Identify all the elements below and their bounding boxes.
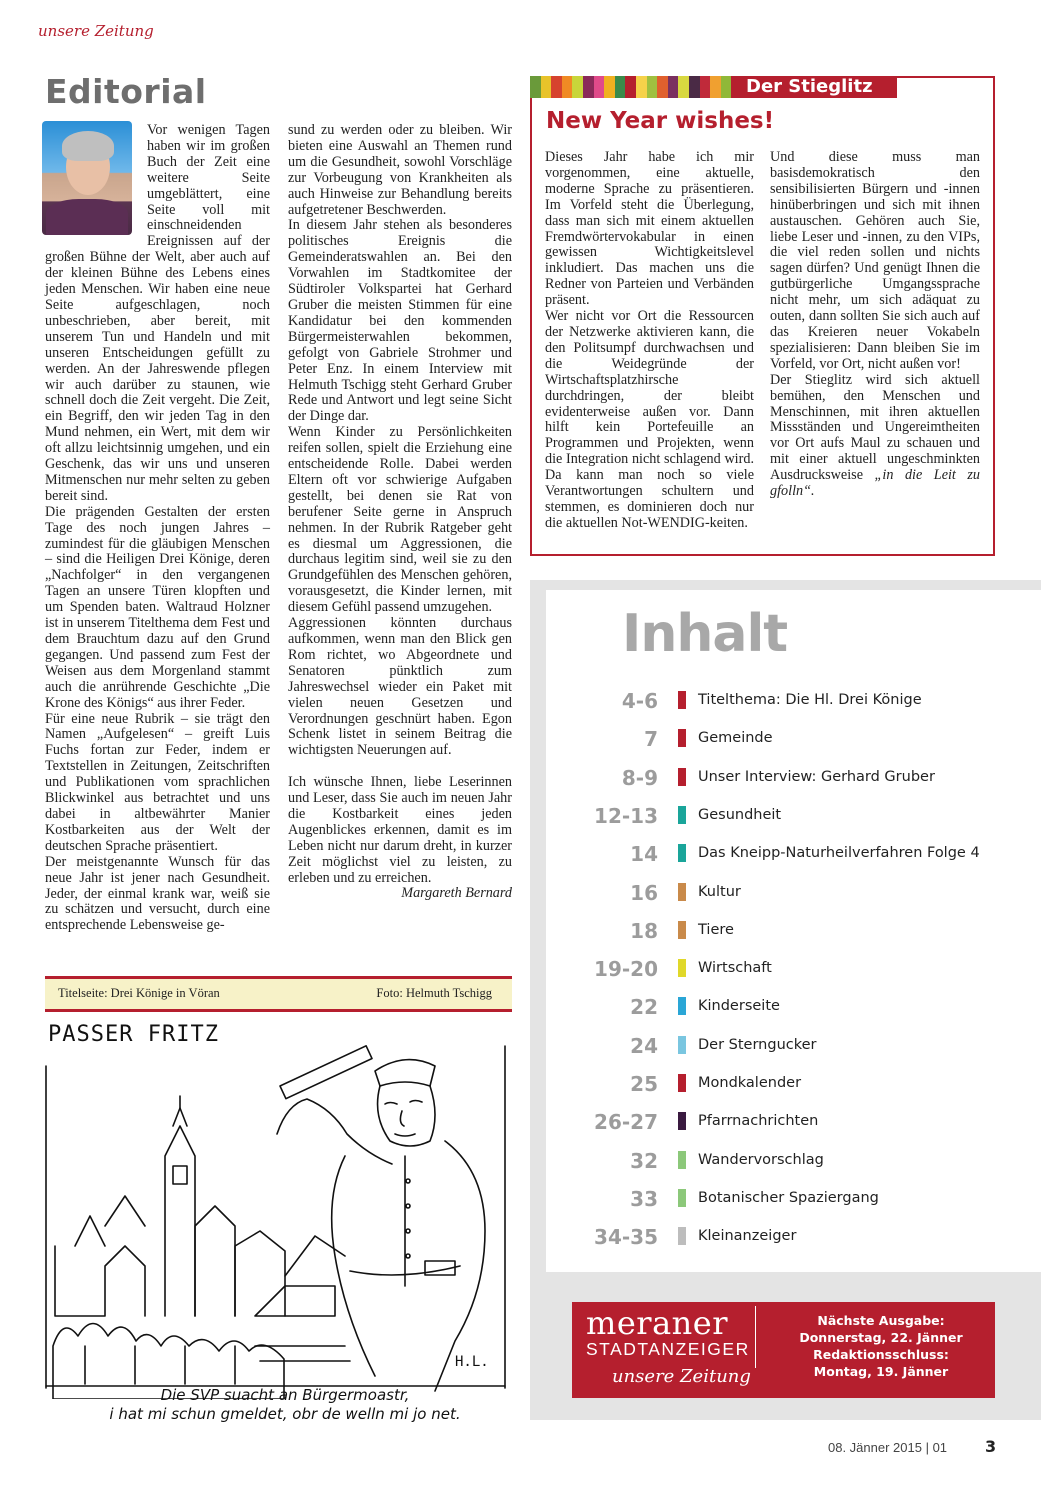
inhalt-title: Inhalt	[622, 604, 788, 664]
toc-label: Pfarrnachrichten	[698, 1113, 819, 1129]
toc-page-number: 33	[630, 1187, 658, 1211]
color-stripe	[604, 76, 615, 98]
toc-item	[560, 1034, 1030, 1060]
toc-color-marker	[678, 1189, 686, 1207]
color-stripe	[700, 76, 711, 98]
color-stripe	[583, 76, 594, 98]
color-stripe	[530, 76, 541, 98]
toc-item	[560, 727, 1030, 753]
editorial-paragraph: Für eine neue Rubrik – sie trägt den Namen „Aufgelesen“ – greift Luis Fuchs fortan zur Feder, indem er Textstellen in Zeitungen, Zeitschriften und Publikationen vom sprachlichen Blickwinkel aus betrachtet und uns dabei in altbewährter Manier Kostbarkeiten aus der Welt der deutschen Sprache präsentiert.	[45, 710, 270, 854]
photo-credit: Foto: Helmuth Tschigg	[376, 986, 492, 1000]
toc-label: Tiere	[698, 922, 734, 938]
editorial-paragraph	[288, 759, 512, 775]
toc-item	[560, 995, 1030, 1021]
footer-date: 08. Jänner 2015 | 01	[828, 1440, 948, 1455]
toc-page-number: 16	[630, 881, 658, 905]
toc-item	[560, 1110, 1030, 1136]
toc-label: Kinderseite	[698, 998, 780, 1014]
ad-info	[777, 1312, 985, 1380]
toc-color-marker	[678, 729, 686, 747]
editorial-paragraph: Vor wenigen Tagen haben wir im großen Buch der Zeit eine weitere Seite umgeblättert, eine Seite voll mit einschneidenden Ereignissen auf der großen Bühne der Welt, aber auch auf der kleinen Bühne des Lebens eines jeden Menschen. Wir haben eine neue Seite aufgeschlagen, noch unbeschrieben, aber bereit, mit unserem Tun und Handeln und mit unseren Entscheidungen gefüllt zu werden. An der Jahreswende pflegen wir auch darüber zu staunen, wie schnell doch die Zeit vergeht. Die Zeit, ein Begriff, den wir jeden Tag in den Mund nehmen, ein Wert, mit dem wir oft allzu leichtsinnig umgehen, und ein Geschenk, das wir uns und unseren Mitmenschen nur mehr selten zu geben bereit sind.	[45, 122, 270, 504]
cartoon-caption-line: i hat mi schun gmeldet, obr de welln mi jo net.	[109, 1405, 461, 1423]
color-stripe	[615, 76, 626, 98]
toc-color-marker	[678, 1227, 686, 1245]
toc-item	[560, 689, 1030, 715]
toc-item	[560, 1072, 1030, 1098]
cartoon-title: PASSER FRITZ	[48, 1022, 219, 1047]
color-stripe	[668, 76, 679, 98]
stieglitz-paragraph: Dieses Jahr habe ich mir vorgenommen, eine aktuelle, moderne Sprache zu präsentieren. Im Vorfeld steht die Überlegung, dass man sich mit einem aktuellen Fremdwörtervokabular in einen gewissen Wichtigkeitslevel inkludiert. Das machen uns die Redner von Parteien und Verbänden präsent.	[545, 149, 754, 309]
editorial-paragraph: Wenn Kinder zu Persönlichkeiten reifen sollen, spielt die Erziehung eine entscheidende Rolle. Dabei werden Eltern oft vor schwierige Aufgaben gestellt, bei denen sie Rat von berufener Seite gerne in Anspruch nehmen. In der Rubrik Ratgeber geht es diesmal um Aggressionen, die durchaus legitim sind, weil sie zu den Grundgefühlen des Menschen gehören, vorausgesetzt, die Kinder lernen, mit diesem Gefühl passend umzugehen.	[288, 424, 512, 616]
color-stripe	[551, 76, 562, 98]
toc-color-marker	[678, 1074, 686, 1092]
toc-page-number: 19-20	[594, 957, 658, 981]
cartoon-caption	[45, 1386, 525, 1424]
toc-label: Botanischer Spaziergang	[698, 1190, 879, 1206]
ad-info-line: Montag, 19. Jänner	[813, 1364, 949, 1379]
toc-label: Kultur	[698, 884, 741, 900]
toc-color-marker	[678, 959, 686, 977]
toc-label: Wirtschaft	[698, 960, 772, 976]
editorial-paragraph: Der meistgenannte Wunsch für das neue Jahr ist jener nach Gesundheit. Jeder, der einmal krank war, weiß sie zu schätzen und versucht, durch eine entsprechende Lebensweise ge-	[45, 853, 270, 934]
toc-color-marker	[678, 1112, 686, 1130]
editorial-column-2	[288, 123, 512, 902]
toc-item	[560, 881, 1030, 907]
editorial-paragraph: In diesem Jahr stehen als besonderes politisches Ereignis die Gemeinderatswahlen an. Bei den Vorwahlen im Stadtkomitee der Südtiroler Volkspartei hat Gerhard Gruber die meisten Stimmen für eine Kandidatur bei den kommenden Bürgermeisterwahlen bekommen, gefolgt von Gabriele Strohmer und Peter Enz. In einem Interview mit Helmuth Tschigg steht Gerhard Gruber Rede und Antwort und legt seine Sicht der Dinge dar.	[288, 217, 512, 425]
ad-info-line: Donnerstag, 22. Jänner	[799, 1330, 963, 1345]
color-stripe	[625, 76, 636, 98]
stieglitz-headline: New Year wishes!	[546, 108, 775, 134]
toc-item	[560, 919, 1030, 945]
toc-page-number: 26-27	[594, 1110, 658, 1134]
cartoon-caption-line: Die SVP suacht an Bürgermoastr,	[160, 1386, 410, 1404]
stieglitz-column-1	[545, 150, 754, 532]
toc-label: Unser Interview: Gerhard Gruber	[698, 769, 935, 785]
stieglitz-color-stripes	[530, 76, 742, 98]
toc-label: Gemeinde	[698, 730, 773, 746]
color-stripe	[731, 76, 742, 98]
page-number: 3	[985, 1437, 997, 1456]
color-stripe	[594, 76, 605, 98]
cover-caption: Titelseite: Drei Könige in Vöran	[58, 986, 220, 1000]
color-stripe	[647, 76, 658, 98]
toc-page-number: 22	[630, 995, 658, 1019]
toc-color-marker	[678, 1036, 686, 1054]
toc-page-number: 14	[630, 842, 658, 866]
editorial-signature: Margareth Bernard	[401, 885, 512, 902]
stieglitz-column-2	[770, 150, 980, 500]
stieglitz-quote: „in die Leit zu gfolln“.	[770, 467, 980, 500]
ad-brand: meraner	[586, 1304, 728, 1342]
color-stripe	[689, 76, 700, 98]
color-stripe	[657, 76, 668, 98]
cartoon-signature: H.L.	[455, 1354, 489, 1370]
toc-color-marker	[678, 921, 686, 939]
toc-item	[560, 1225, 1030, 1251]
stieglitz-text: Der Stieglitz wird sich aktuell bemühen, den Menschen und Menschinnen, mit ihren aktuellen Missständen und Ungereimtheiten vor Ort aufs Maul zu schauen und mit einer aktuell ungeschminkten Ausdrucksweise	[770, 371, 980, 484]
ad-subbrand: STADTANZEIGER	[586, 1339, 750, 1359]
editorial-column-1	[45, 123, 270, 934]
toc-page-number: 8-9	[621, 766, 658, 790]
toc-page-number: 4-6	[621, 689, 658, 713]
stieglitz-paragraph: Und diese muss man basisdemokratisch den sensibilisierten Bürgern und -innen hinüberbringen und sich mit ihnen austauschen. Gehören auch Sie, liebe Leser und -innen, zu den VIPs, die viel reden sollen und nichts sagen dürfen? Und genügt Ihnen die gutbürgerliche Umgangssprache nicht mehr, um sich adäquat zu outen, dann sollten Sie sich auch auf das Kreieren neuer Vokabeln spezialisieren: Dann bleiben Sie im Vorfeld, vor Ort, nicht außen vor!	[770, 149, 980, 372]
ad-info-line: Nächste Ausgabe:	[817, 1313, 945, 1328]
stieglitz-paragraph	[770, 373, 980, 500]
toc-color-marker	[678, 806, 686, 824]
toc-label: Wandervorschlag	[698, 1152, 824, 1168]
editorial-paragraph: Die prägenden Gestalten der ersten Tage des noch jungen Jahres – zumindest für die gläubigen Menschen – sind die Heiligen Drei Könige, deren „Nachfolger“ in den vergangenen Tagen an unsere Türen klopften und um Spenden baten. Waltraud Holzner ist in unserem Titelthema dem Fest und dem Brauchtum dazu auf den Grund gegangen. Und passend zum Fest der Weisen aus dem Morgenland stammt auch die anrührende Geschichte „Die Krone des Königs“ aus ihrer Feder.	[45, 503, 270, 711]
toc-label: Gesundheit	[698, 807, 782, 823]
editorial-title: Editorial	[45, 72, 207, 111]
toc-color-marker	[678, 997, 686, 1015]
editorial-paragraph: Ich wünsche Ihnen, liebe Leserinnen und Leser, dass Sie auch im neuen Jahr die Kostbarkeit eines jeden Augenblickes erkennen, damit es im Leben nicht nur darum dreht, in kurzer Zeit möglichst viel zu leisten, zu erleben und zu erreichen.	[288, 774, 512, 886]
toc-color-marker	[678, 844, 686, 862]
toc-label: Kleinanzeiger	[698, 1228, 797, 1244]
toc-color-marker	[678, 768, 686, 786]
toc-page-number: 7	[644, 727, 658, 751]
next-issue-ad	[572, 1302, 995, 1398]
color-stripe	[710, 76, 721, 98]
toc-page-number: 24	[630, 1034, 658, 1058]
cartoon-drawing	[45, 1016, 512, 1399]
toc-color-marker	[678, 691, 686, 709]
toc-label: Mondkalender	[698, 1075, 802, 1091]
toc-page-number: 12-13	[594, 804, 658, 828]
color-stripe	[572, 76, 583, 98]
masthead-logo: unsere Zeitung	[38, 22, 154, 40]
toc-page-number: 34-35	[594, 1225, 658, 1249]
ad-script-logo: unsere Zeitung	[612, 1366, 751, 1387]
stieglitz-label: Der Stieglitz	[742, 76, 897, 98]
toc-item	[560, 1187, 1030, 1213]
color-stripe	[636, 76, 647, 98]
ad-info-line: Redaktionsschluss:	[813, 1347, 949, 1362]
color-stripe	[721, 76, 732, 98]
toc-label: Titelthema: Die Hl. Drei Könige	[698, 692, 922, 708]
toc-page-number: 25	[630, 1072, 658, 1096]
toc-item	[560, 804, 1030, 830]
cover-caption-bar	[45, 976, 512, 1012]
editorial-paragraph: Aggressionen könnten durchaus aufkommen, wenn man den Blick gen Rom richtet, wo Abgeordnete und Senatoren pünktlich zum Jahreswechsel wieder ein Paket mit vielen neuen Gesetzen und Verordnungen geschnürt haben. Egon Schenk listet in seinem Beitrag die wichtigsten Neuerungen auf.	[288, 615, 512, 759]
toc-label: Das Kneipp-Naturheilverfahren Folge 4	[698, 845, 980, 861]
toc-page-number: 18	[630, 919, 658, 943]
color-stripe	[678, 76, 689, 98]
toc-label: Der Sterngucker	[698, 1037, 817, 1053]
toc-item	[560, 1149, 1030, 1175]
toc-color-marker	[678, 883, 686, 901]
toc-color-marker	[678, 1151, 686, 1169]
stieglitz-paragraph: Wer nicht vor Ort die Ressourcen der Netzwerke aktivieren kann, die den Politsumpf durchwachsen und die Weidegründe der Wirtschaftsplatzhirsche durchdringen, der bleibt evidenterweise außen vor. Dann hilft kein Portefeuille an Programmen und Projekten, wenn die Integration nicht schlagend wird. Da kann man noch so viele Verantwortungen schultern und stemmen, es dominieren doch nur die aktuellen Not-WENDIG-keiten.	[545, 308, 754, 531]
toc-item	[560, 766, 1030, 792]
toc-item	[560, 842, 1030, 868]
toc-page-number: 32	[630, 1149, 658, 1173]
color-stripe	[562, 76, 573, 98]
ad-divider	[755, 1306, 756, 1368]
toc-item	[560, 957, 1030, 983]
color-stripe	[541, 76, 552, 98]
editorial-paragraph: sund zu werden oder zu bleiben. Wir bieten eine Auswahl an Themen rund um die Gesundheit, sowohl Vorschläge zur Vorbeugung von Krankheiten als auch Hinweise zur Behandlung bereits aufgetretener Beschwerden.	[288, 122, 512, 218]
